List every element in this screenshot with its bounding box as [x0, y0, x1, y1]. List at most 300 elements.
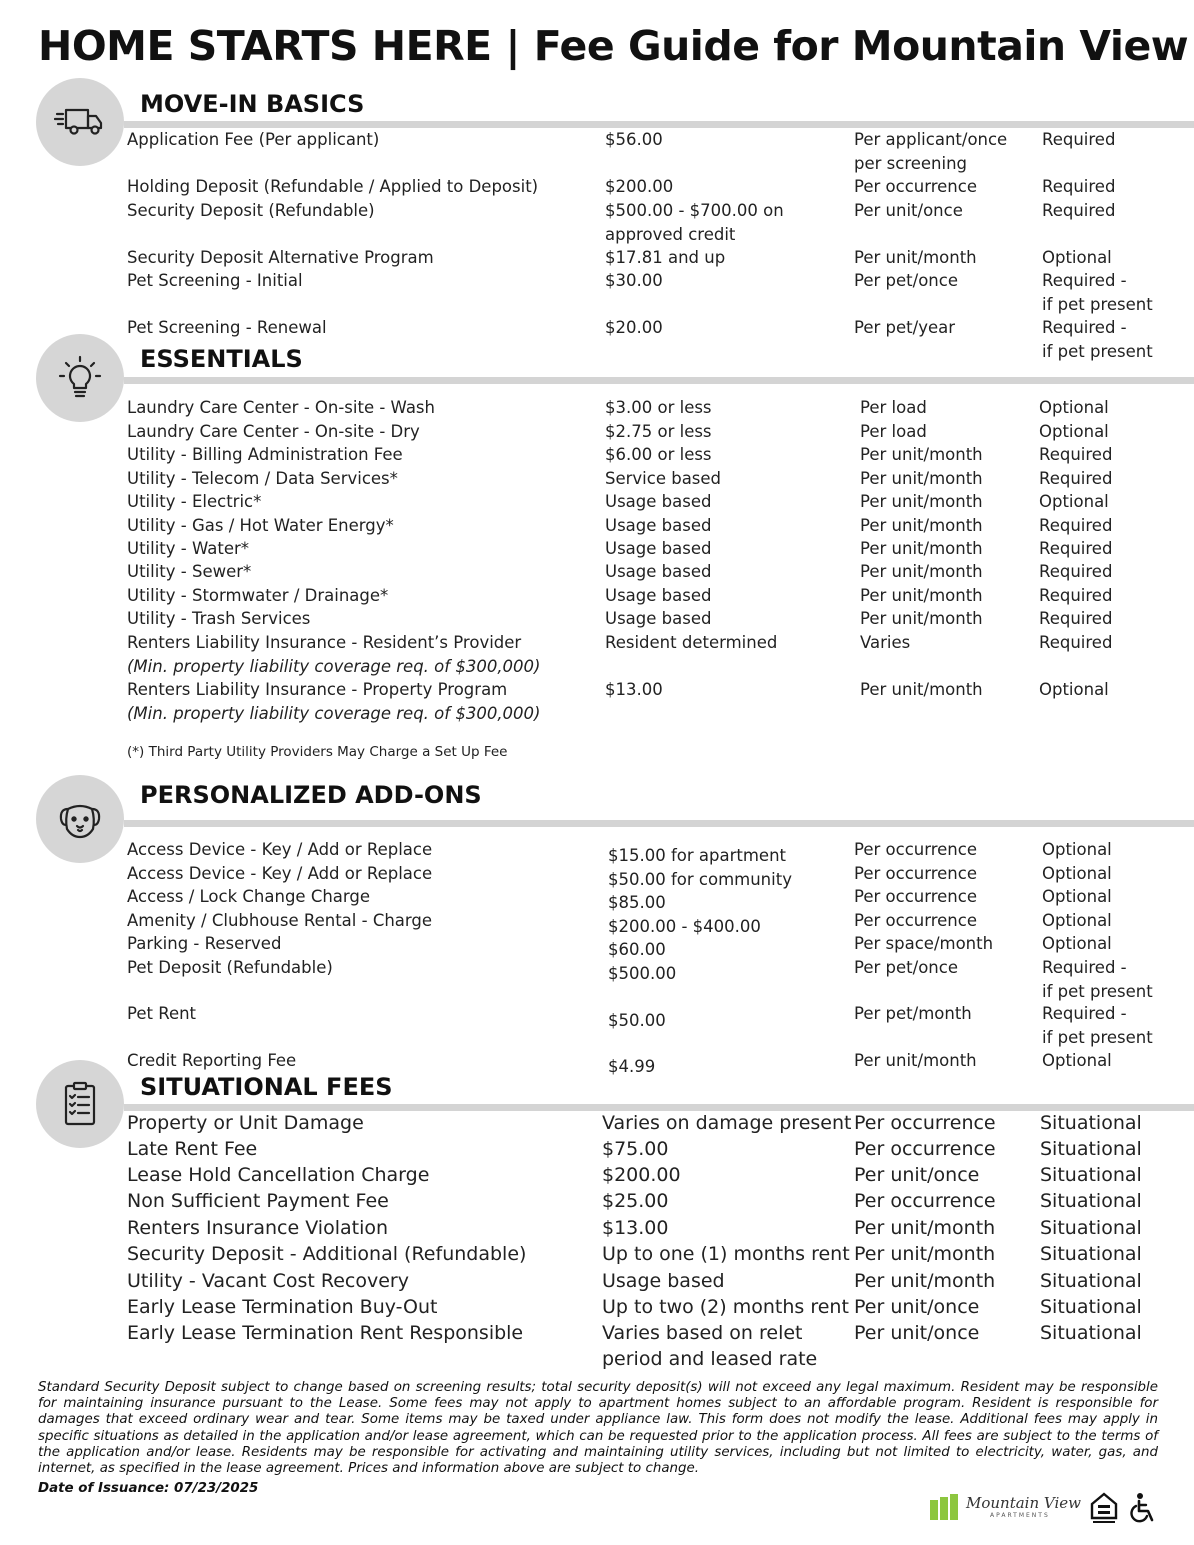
fee-name-line: Renters Liability Insurance - Resident’s Provider: [127, 633, 522, 652]
fee-status-line: Situational: [1040, 1243, 1142, 1265]
fee-name-line: Utility - Stormwater / Drainage*: [127, 586, 389, 605]
section-heading: PERSONALIZED ADD-ONS: [140, 781, 482, 809]
fee-status-line: Optional: [1042, 887, 1112, 906]
fee-status: [1042, 909, 1112, 933]
fee-amount-line: Up to one (1) months rent: [602, 1243, 850, 1265]
fee-amount: [608, 1009, 666, 1033]
fee-amount-line: Usage based: [605, 516, 712, 535]
fee-frequency-line: Per pet/once: [854, 958, 958, 977]
fee-amount-line-2: period and leased rate: [602, 1348, 818, 1370]
dog-icon: [36, 775, 124, 863]
fee-status: [1039, 490, 1109, 514]
fee-amount: [605, 490, 711, 514]
fee-name-line: Renters Liability Insurance - Property Program: [127, 680, 508, 699]
section-heading: MOVE-IN BASICS: [140, 90, 365, 118]
fee-frequency: [854, 1320, 979, 1346]
fee-status: [1042, 269, 1153, 316]
fee-frequency-line: Per unit/month: [860, 539, 983, 558]
fee-amount-line: Up to two (2) months rent: [602, 1296, 849, 1318]
fee-name-line: Holding Deposit (Refundable / Applied to Deposit): [127, 177, 539, 196]
fee-frequency-line: Per unit/month: [860, 586, 983, 605]
fee-frequency: [854, 1136, 996, 1162]
fee-amount: [602, 1241, 850, 1267]
fee-status: [1042, 885, 1112, 909]
fee-name: [127, 678, 541, 725]
section-heading: ESSENTIALS: [140, 345, 303, 373]
fee-status-line-2: if pet present: [1042, 981, 1153, 1001]
fee-frequency-line: Per occurrence: [854, 864, 977, 883]
fee-status-line: Required: [1039, 539, 1113, 558]
fee-name-line-2: (Min. property liability coverage req. of $300,000): [127, 703, 541, 723]
fee-amount: [602, 1215, 668, 1241]
fee-status-line: Optional: [1042, 248, 1112, 267]
fee-status: [1040, 1162, 1142, 1188]
fee-amount: [605, 514, 711, 538]
fee-status-line: Required: [1042, 177, 1116, 196]
fee-amount-line: $60.00: [608, 940, 666, 959]
fee-name-line: Laundry Care Center - On-site - Wash: [127, 398, 435, 417]
fee-name-line: Early Lease Termination Rent Responsible: [127, 1322, 524, 1344]
fee-name-line: Security Deposit - Additional (Refundable): [127, 1243, 527, 1265]
fee-name: [127, 1268, 409, 1294]
fee-frequency-line: Per pet/year: [854, 318, 956, 337]
fee-amount: [608, 844, 786, 868]
fee-frequency: [860, 490, 983, 514]
fee-name-line: Access Device - Key / Add or Replace: [127, 864, 433, 883]
fee-status: [1039, 537, 1112, 561]
fee-frequency-line: Per unit/month: [860, 492, 983, 511]
fee-frequency-line: Per unit/month: [860, 445, 983, 464]
fee-status-line: Required: [1039, 633, 1113, 652]
fee-amount: [605, 584, 711, 608]
fee-status: [1042, 316, 1153, 363]
fee-name: [127, 631, 541, 678]
fee-name-line: Renters Insurance Violation: [127, 1217, 389, 1239]
fee-frequency: [860, 514, 983, 538]
fee-name-line: Utility - Electric*: [127, 492, 262, 511]
fee-amount: [608, 962, 676, 986]
fee-name: [127, 396, 435, 420]
fee-name: [127, 1215, 388, 1241]
fee-amount-line: Varies on damage present: [602, 1112, 852, 1134]
fee-amount-line: $17.81 and up: [605, 248, 726, 267]
fee-frequency: [860, 467, 983, 491]
fee-status-line: Optional: [1039, 398, 1109, 417]
fee-frequency-line: Per occurrence: [854, 887, 977, 906]
fee-name-line: Laundry Care Center - On-site - Dry: [127, 422, 420, 441]
section-divider: [124, 820, 1194, 827]
fee-frequency: [854, 1268, 995, 1294]
fee-frequency: [854, 885, 977, 909]
fee-status-line: Situational: [1040, 1217, 1142, 1239]
fee-frequency-line: Per unit/month: [860, 609, 983, 628]
fee-frequency-line: Per unit/month: [854, 1243, 996, 1265]
fee-amount-line: Service based: [605, 469, 722, 488]
fee-status-line: Situational: [1040, 1112, 1142, 1134]
fee-status-line: Optional: [1042, 911, 1112, 930]
fee-status-line-2: if pet present: [1042, 341, 1153, 361]
fee-amount: [605, 199, 784, 246]
fee-amount: [608, 868, 792, 892]
fee-amount: [602, 1268, 725, 1294]
fee-status: [1042, 932, 1112, 956]
fee-status: [1039, 631, 1112, 655]
fee-status-line: Optional: [1042, 840, 1112, 859]
fee-status: [1042, 1002, 1153, 1049]
fee-frequency: [860, 584, 983, 608]
fee-status: [1039, 443, 1112, 467]
fee-amount-line: Usage based: [605, 492, 712, 511]
fee-frequency-line: Per unit/month: [860, 469, 983, 488]
fee-status-line: Required -: [1042, 958, 1127, 977]
fee-name: [127, 909, 432, 933]
fee-name-line: Pet Screening - Renewal: [127, 318, 327, 337]
fee-status: [1039, 420, 1109, 444]
lightbulb-icon: [36, 334, 124, 422]
fee-amount: [605, 128, 663, 152]
fee-amount: [602, 1320, 817, 1372]
fee-amount-line: $25.00: [602, 1190, 669, 1212]
fee-frequency: [860, 678, 983, 702]
fee-frequency-line: Per unit/once: [854, 1322, 980, 1344]
fee-frequency: [860, 443, 983, 467]
mountain-view-logo-mark: [930, 1494, 960, 1520]
fee-frequency-line: Per unit/month: [854, 1051, 977, 1070]
fee-amount-line: $20.00: [605, 318, 663, 337]
fee-name: [127, 175, 538, 199]
fee-name: [127, 1136, 257, 1162]
fee-name-line: Utility - Water*: [127, 539, 250, 558]
utility-footnote: (*) Third Party Utility Providers May Charge a Set Up Fee: [127, 744, 508, 760]
fee-status-line: Required: [1039, 586, 1113, 605]
fee-status-line: Optional: [1042, 1051, 1112, 1070]
fee-status: [1039, 584, 1112, 608]
fee-amount: [605, 678, 663, 702]
fee-amount: [605, 396, 712, 420]
fee-status-line: Optional: [1042, 934, 1112, 953]
fee-amount-line: $13.00: [605, 680, 663, 699]
fee-amount-line: $200.00: [602, 1164, 681, 1186]
fee-frequency: [854, 1110, 996, 1136]
fee-name-line: Pet Rent: [127, 1004, 197, 1023]
fee-name-line: Pet Deposit (Refundable): [127, 958, 333, 977]
fee-status-line: Required: [1039, 516, 1113, 535]
fee-amount-line: $13.00: [602, 1217, 669, 1239]
fee-status: [1040, 1320, 1142, 1346]
fee-name: [127, 420, 420, 444]
fee-status-line: Situational: [1040, 1322, 1142, 1344]
fee-name: [127, 467, 398, 491]
fee-amount-line: $50.00: [608, 1011, 666, 1030]
fee-frequency-line: Varies: [860, 633, 911, 652]
fee-frequency: [854, 175, 977, 199]
fee-status-line: Required -: [1042, 271, 1127, 290]
fee-status-line: Required: [1042, 201, 1116, 220]
fee-status-line: Situational: [1040, 1296, 1142, 1318]
fee-name-line: Security Deposit (Refundable): [127, 201, 375, 220]
fee-name-line: Access Device - Key / Add or Replace: [127, 840, 433, 859]
fee-status: [1040, 1188, 1142, 1214]
fee-frequency-line: Per occurrence: [854, 1138, 996, 1160]
section-heading: SITUATIONAL FEES: [140, 1073, 393, 1101]
fee-name: [127, 1049, 296, 1073]
fee-status-line-2: if pet present: [1042, 294, 1153, 314]
fee-name: [127, 316, 327, 340]
fee-status: [1040, 1294, 1142, 1320]
fee-status-line: Required: [1039, 469, 1113, 488]
fee-frequency-line: Per load: [860, 422, 927, 441]
fee-status: [1039, 514, 1112, 538]
fee-amount-line: $2.75 or less: [605, 422, 712, 441]
fee-amount-line: $15.00 for apartment: [608, 846, 787, 865]
fee-name: [127, 269, 303, 293]
fee-amount: [608, 938, 666, 962]
fee-frequency-line: Per load: [860, 398, 927, 417]
fee-name-line: Non Sufficient Payment Fee: [127, 1190, 389, 1212]
clipboard-checklist-icon: [36, 1060, 124, 1148]
fee-status-line: Optional: [1039, 680, 1109, 699]
truck-icon: [36, 78, 124, 166]
fee-name: [127, 1241, 526, 1267]
fee-amount: [602, 1162, 681, 1188]
fee-frequency: [854, 128, 1007, 175]
fee-name: [127, 1320, 523, 1346]
fee-name: [127, 932, 281, 956]
fee-name-line: Early Lease Termination Buy-Out: [127, 1296, 438, 1318]
fee-name: [127, 537, 249, 561]
fee-amount-line: Varies based on relet: [602, 1322, 803, 1344]
fee-status-line: Situational: [1040, 1138, 1142, 1160]
fee-amount: [602, 1110, 851, 1136]
fee-frequency: [854, 932, 993, 956]
fee-frequency: [854, 1188, 996, 1214]
fee-frequency-line: Per occurrence: [854, 911, 977, 930]
fee-name: [127, 1002, 196, 1026]
fee-status-line: Optional: [1039, 422, 1109, 441]
fee-status-line: Optional: [1039, 492, 1109, 511]
fee-amount: [605, 560, 711, 584]
mountain-view-logo: [930, 1492, 1080, 1522]
fee-name: [127, 1110, 364, 1136]
fee-status: [1040, 1110, 1142, 1136]
fee-status: [1040, 1268, 1142, 1294]
fee-frequency-line: Per applicant/once: [854, 130, 1008, 149]
fee-amount: [605, 316, 663, 340]
equal-housing-opportunity-icon: [1090, 1490, 1118, 1526]
fee-amount-line: Usage based: [605, 586, 712, 605]
fee-status-line: Required -: [1042, 1004, 1127, 1023]
fee-status-line: Required: [1039, 609, 1113, 628]
fee-frequency: [854, 316, 955, 340]
page-title: HOME STARTS HERE | Fee Guide for Mountain View: [38, 22, 1189, 70]
fee-amount-line: $75.00: [602, 1138, 669, 1160]
fee-frequency: [854, 199, 963, 223]
logo-name: Mountain View: [966, 1494, 1081, 1512]
fee-amount: [602, 1294, 849, 1320]
fee-amount-line: $500.00 - $700.00 on: [605, 201, 784, 220]
fee-name: [127, 956, 333, 980]
fee-status-line: Required: [1042, 130, 1116, 149]
fee-frequency-line: Per pet/month: [854, 1004, 972, 1023]
fee-name-line: Utility - Billing Administration Fee: [127, 445, 403, 464]
fee-status-line-2: if pet present: [1042, 1027, 1153, 1047]
fee-name: [127, 443, 403, 467]
fee-status: [1039, 467, 1112, 491]
fee-name: [127, 560, 251, 584]
fee-frequency: [854, 1049, 977, 1073]
fee-status: [1042, 175, 1115, 199]
fee-status: [1039, 396, 1109, 420]
fee-amount-line: $50.00 for community: [608, 870, 792, 889]
fee-status: [1039, 560, 1112, 584]
fee-name: [127, 838, 432, 862]
fee-frequency-line-2: per screening: [854, 153, 968, 173]
fee-status: [1042, 1049, 1112, 1073]
fee-frequency: [854, 1162, 979, 1188]
fee-frequency-line: Per occurrence: [854, 177, 977, 196]
fee-frequency: [854, 838, 977, 862]
fee-status-line: Required: [1039, 562, 1113, 581]
fee-frequency: [854, 246, 977, 270]
fee-frequency-line: Per unit/month: [860, 516, 983, 535]
fee-name-line: Parking - Reserved: [127, 934, 282, 953]
fee-status-line: Situational: [1040, 1190, 1142, 1212]
fee-name-line: Utility - Sewer*: [127, 562, 252, 581]
fee-name: [127, 514, 394, 538]
fee-frequency: [854, 1002, 972, 1026]
fee-amount: [602, 1188, 668, 1214]
fee-amount: [605, 420, 712, 444]
fee-amount-line: Resident determined: [605, 633, 778, 652]
fee-name-line: Utility - Telecom / Data Services*: [127, 469, 398, 488]
fee-name: [127, 607, 310, 631]
fee-name: [127, 885, 370, 909]
fee-amount: [605, 175, 673, 199]
logo-subtitle: APARTMENTS: [990, 1512, 1050, 1519]
fee-frequency-line: Per occurrence: [854, 1112, 996, 1134]
fee-status: [1042, 128, 1115, 152]
fee-amount-line: $200.00: [605, 177, 674, 196]
fee-frequency-line: Per unit/month: [854, 248, 977, 267]
fee-amount: [608, 1055, 655, 1079]
fee-amount: [608, 915, 761, 939]
fee-name: [127, 128, 379, 152]
fee-amount-line: Usage based: [602, 1270, 725, 1292]
fee-amount: [608, 891, 666, 915]
fee-frequency: [860, 607, 983, 631]
fee-frequency-line: Per unit/once: [854, 201, 963, 220]
fee-frequency: [860, 631, 910, 655]
fee-frequency-line: Per unit/month: [860, 562, 983, 581]
fee-status-line: Required -: [1042, 318, 1127, 337]
fee-name-line: Utility - Vacant Cost Recovery: [127, 1270, 409, 1292]
fee-name: [127, 490, 261, 514]
fee-status: [1040, 1241, 1142, 1267]
fee-status: [1042, 956, 1153, 1003]
fee-name-line: Security Deposit Alternative Program: [127, 248, 434, 267]
section-divider: [124, 377, 1194, 384]
fee-status-line: Situational: [1040, 1164, 1142, 1186]
fee-status: [1042, 838, 1112, 862]
fee-name: [127, 1294, 438, 1320]
fee-status: [1042, 862, 1112, 886]
fee-frequency-line: Per unit/once: [854, 1296, 980, 1318]
fee-status: [1040, 1215, 1142, 1241]
fee-status: [1040, 1136, 1142, 1162]
fee-amount: [605, 607, 711, 631]
fee-amount: [605, 269, 663, 293]
fee-amount-line: $6.00 or less: [605, 445, 712, 464]
fee-status: [1039, 607, 1112, 631]
fee-frequency-line: Per pet/once: [854, 271, 958, 290]
fee-frequency-line: Per occurrence: [854, 840, 977, 859]
fee-amount: [605, 443, 712, 467]
fee-name: [127, 246, 434, 270]
fee-name-line: Late Rent Fee: [127, 1138, 258, 1160]
fee-amount-line: $3.00 or less: [605, 398, 712, 417]
fee-frequency-line: Per occurrence: [854, 1190, 996, 1212]
fee-name: [127, 1162, 429, 1188]
wheelchair-accessibility-icon: [1128, 1492, 1158, 1524]
issuance-date: Date of Issuance: 07/23/2025: [38, 1481, 259, 1496]
fee-name-line: Application Fee (Per applicant): [127, 130, 380, 149]
fee-frequency: [860, 537, 983, 561]
fee-status-line: Optional: [1042, 864, 1112, 883]
fee-frequency: [854, 909, 977, 933]
fee-name-line: Property or Unit Damage: [127, 1112, 364, 1134]
fee-frequency-line: Per unit/month: [854, 1217, 996, 1239]
fee-amount: [605, 246, 725, 270]
fee-frequency-line: Per unit/month: [854, 1270, 996, 1292]
fee-name-line: Access / Lock Change Charge: [127, 887, 371, 906]
fee-status: [1042, 199, 1115, 223]
fee-name: [127, 584, 388, 608]
fee-frequency-line: Per unit/once: [854, 1164, 980, 1186]
fee-amount: [605, 467, 721, 491]
fee-frequency: [854, 1241, 995, 1267]
fee-amount-line: $500.00: [608, 964, 677, 983]
fee-frequency: [854, 862, 977, 886]
fee-frequency-line: Per space/month: [854, 934, 994, 953]
fee-name: [127, 199, 375, 223]
fee-amount: [605, 631, 777, 655]
fee-amount-line: Usage based: [605, 609, 712, 628]
fee-frequency: [854, 1215, 995, 1241]
fee-amount: [602, 1136, 668, 1162]
fee-amount-line: $30.00: [605, 271, 663, 290]
fee-status: [1039, 678, 1109, 702]
fee-amount-line: $85.00: [608, 893, 666, 912]
fee-amount: [605, 537, 711, 561]
fee-status: [1042, 246, 1112, 270]
fee-name-line: Utility - Trash Services: [127, 609, 311, 628]
fee-frequency: [860, 420, 927, 444]
fee-amount-line: $200.00 - $400.00: [608, 917, 761, 936]
fee-frequency: [860, 396, 927, 420]
fee-frequency: [854, 1294, 979, 1320]
fee-amount-line: $56.00: [605, 130, 663, 149]
fee-name-line: Pet Screening - Initial: [127, 271, 303, 290]
fee-frequency-line: Per unit/month: [860, 680, 983, 699]
section-divider: [124, 121, 1194, 128]
fee-amount-line: Usage based: [605, 539, 712, 558]
disclaimer-text: Standard Security Deposit subject to change based on screening results; total security deposit(s) will not exceed any legal maximum. Resident may be responsible for maintaining insurance pursuant to the Lease. Some fees may not apply to apartment homes subject to an affordable program. Resident is responsible for damages that exceed ordinary wear and tear. Some items may be taxed under appliance law. This form does not modify the lease. Additional fees may apply in specific situations as detailed in the application and/or lease agreement, which can be requested prior to the application process. All fees are subject to the terms of the application and/or lease. Residents may be responsible for activating and maintaining utility services, including but not limited to electricity, water, gas, and internet, as specified in the lease agreement. Prices and information above are subject to change.: [38, 1380, 1158, 1477]
fee-amount-line: $4.99: [608, 1057, 656, 1076]
fee-name-line: Utility - Gas / Hot Water Energy*: [127, 516, 394, 535]
fee-name-line: Credit Reporting Fee: [127, 1051, 297, 1070]
fee-status-line: Required: [1039, 445, 1113, 464]
fee-name-line-2: (Min. property liability coverage req. of $300,000): [127, 656, 541, 676]
